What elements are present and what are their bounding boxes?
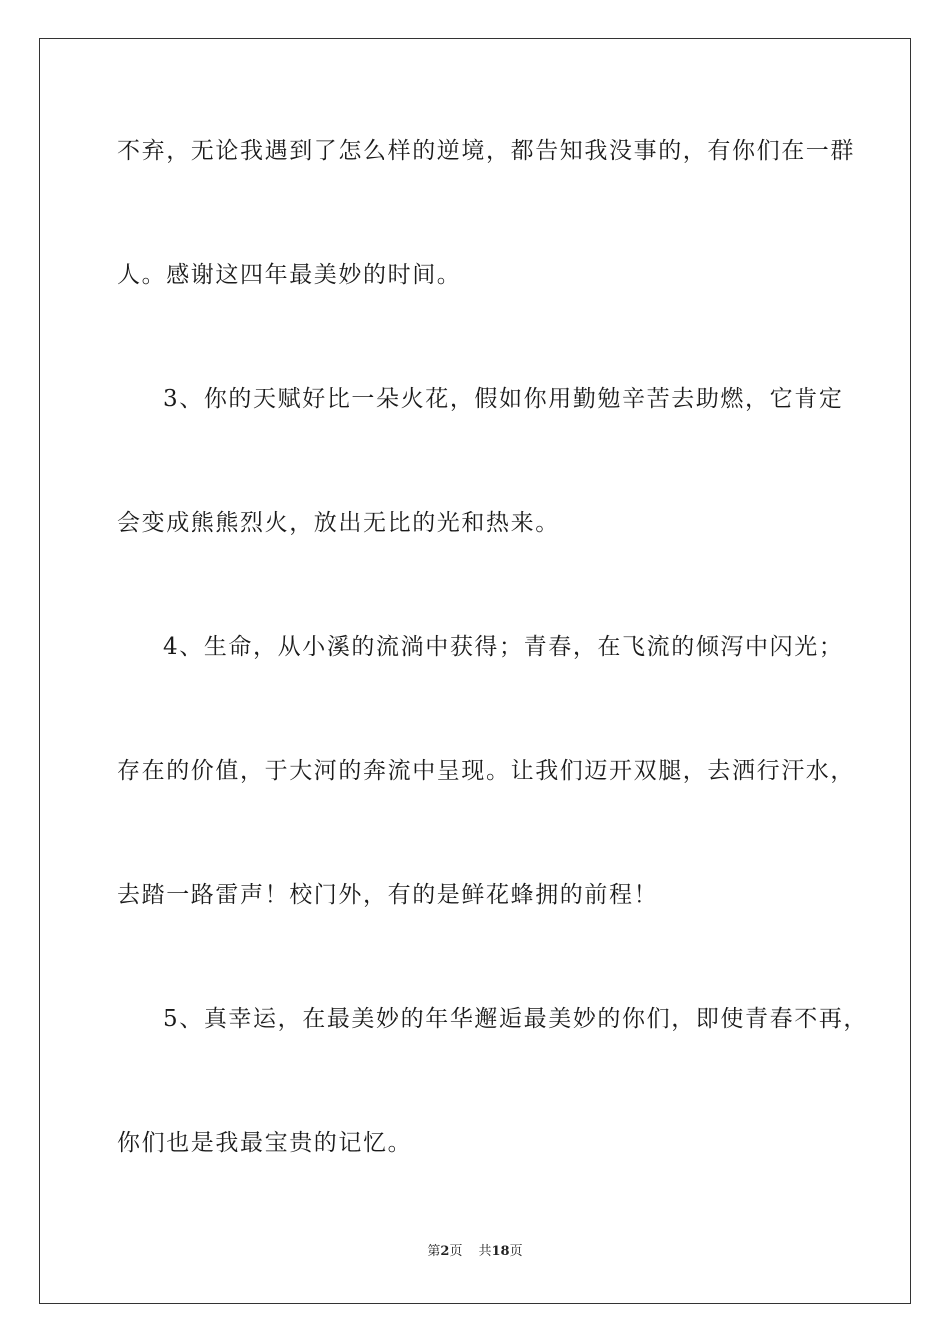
page-border [39, 38, 911, 1304]
page-total-number: 18 [491, 1244, 510, 1259]
total-prefix: 共 [478, 1244, 492, 1259]
page-footer [0, 1243, 950, 1261]
text-line-6: 存在的价值，于大河的奔流中呈现。让我们迈开双腿，去洒行汗水， [117, 758, 855, 784]
page-suffix: 页 [449, 1244, 463, 1259]
text-line-3: 3、你的天赋好比一朵火花，假如你用勤勉辛苦去助燃，它肯定 [163, 386, 844, 412]
total-suffix: 页 [509, 1244, 523, 1259]
page-current-number: 2 [440, 1244, 450, 1259]
text-line-1: 不弃，无论我遇到了怎么样的逆境，都告知我没事的，有你们在一群 [117, 138, 855, 164]
text-line-8: 5、真幸运，在最美妙的年华邂逅最美妙的你们，即使青春不再， [163, 1006, 869, 1032]
text-line-9: 你们也是我最宝贵的记忆。 [117, 1130, 413, 1156]
page-prefix: 第 [427, 1244, 441, 1259]
text-line-5: 4、生命，从小溪的流淌中获得；青春，在飞流的倾泻中闪光； [163, 634, 844, 660]
text-line-2: 人。感谢这四年最美妙的时间。 [117, 262, 462, 288]
text-line-4: 会变成熊熊烈火，放出无比的光和热来。 [117, 510, 560, 536]
text-line-7: 去踏一路雷声！校门外，有的是鲜花蜂拥的前程！ [117, 882, 659, 908]
